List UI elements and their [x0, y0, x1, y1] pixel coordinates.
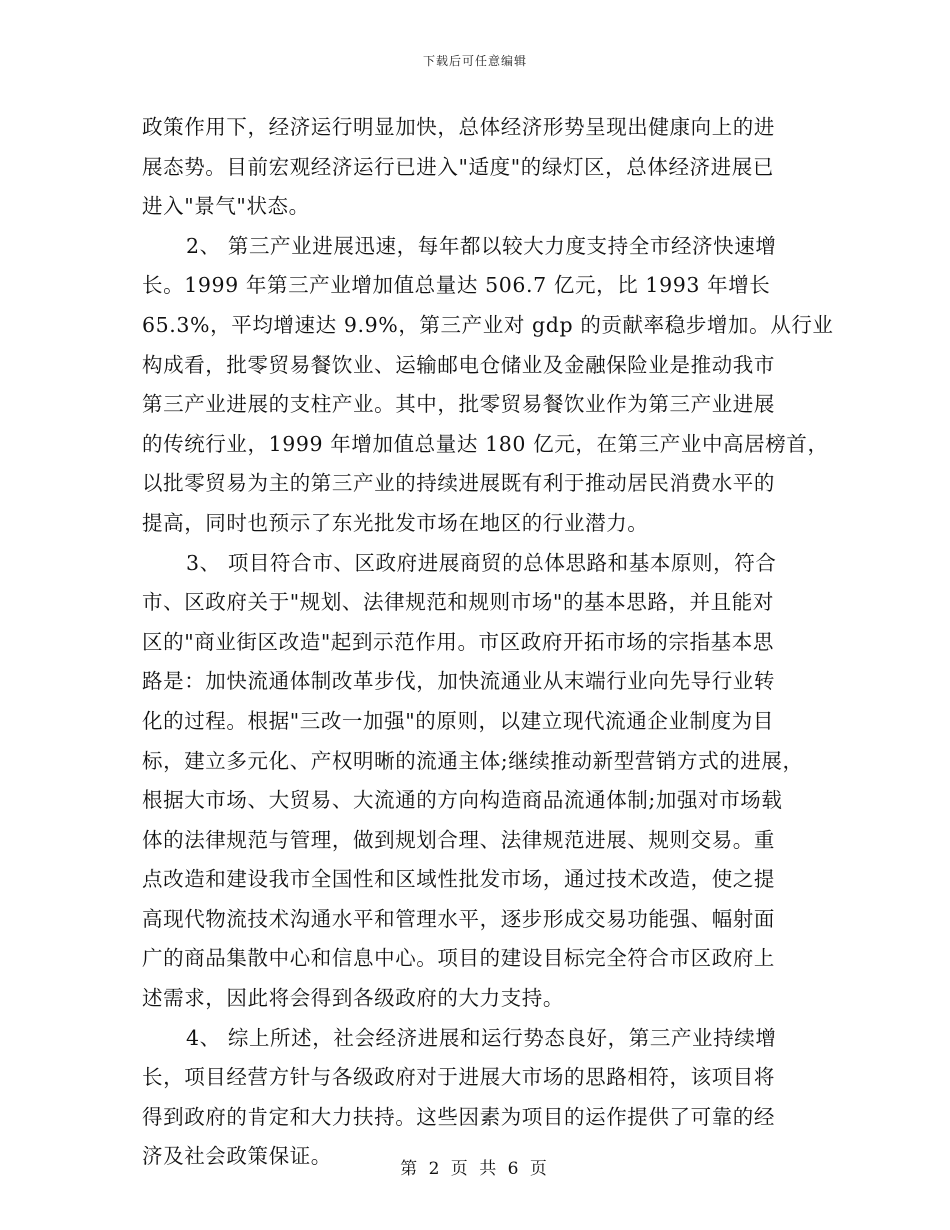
- text-line: 广的商品集散中心和信息中心。项目的建设目标完全符合市区政府上: [142, 946, 775, 971]
- paragraph-4-start: 4、 综上所述，社会经济进展和运行势态良好，第三产业持续增: [186, 1025, 777, 1050]
- text-line: 以批零贸易为主的第三产业的持续进展既有利于推动居民消费水平的: [142, 471, 775, 496]
- text-line: 的传统行业，1999 年增加值总量达 180 亿元，在第三产业中高居榜首，: [142, 431, 829, 456]
- text-line: 区的"商业街区改造"起到示范作用。市区政府开拓市场的宗指基本思: [142, 629, 774, 654]
- text-line: 点改造和建设我市全国性和区域性批发市场，通过技术改造，使之提: [142, 867, 775, 892]
- text-line: 高现代物流技术沟通水平和管理水平，逐步形成交易功能强、幅射面: [142, 906, 775, 931]
- page-header: 下载后可任意编辑: [422, 54, 527, 68]
- paragraph-3-start: 3、 项目符合市、区政府进展商贸的总体思路和基本原则，符合: [186, 550, 777, 575]
- body-text: [142, 108, 834, 1177]
- text-line: 展态势。目前宏观经济运行已进入"适度"的绿灯区，总体经济进展已: [142, 154, 774, 179]
- text-line: 构成看，批零贸易餐饮业、运输邮电仓储业及金融保险业是推动我市: [142, 352, 775, 377]
- text-line: 化的过程。根据"三改一加强"的原则，以建立现代流通企业制度为目: [142, 708, 774, 733]
- text-line: 市、区政府关于"规划、法律规范和规则市场"的基本思路，并且能对: [142, 590, 774, 615]
- page-number: 第 2 页 共 6 页: [400, 1159, 550, 1179]
- text-line: 进入"景气"状态。: [142, 194, 310, 219]
- text-line: 标，建立多元化、产权明晰的流通主体;继续推动新型营销方式的进展，: [142, 748, 804, 773]
- text-line: 体的法律规范与管理，做到规划合理、法律规范进展、规则交易。重: [142, 827, 775, 852]
- paragraph-2-start: 2、 第三产业进展迅速，每年都以较大力度支持全市经济快速增: [186, 233, 777, 258]
- text-line: 政策作用下，经济运行明显加快，总体经济形势呈现出健康向上的进: [142, 115, 775, 139]
- text-line: 济及社会政策保证。: [142, 1144, 332, 1169]
- text-line: 得到政府的肯定和大力扶持。这些因素为项目的运作提供了可靠的经: [142, 1104, 775, 1129]
- text-line: 长。1999 年第三产业增加值总量达 506.7 亿元，比 1993 年增长: [142, 273, 771, 298]
- text-line: 路是：加快流通体制改革步伐，加快流通业从末端行业向先导行业转: [142, 669, 775, 694]
- text-line: 65.3%，平均增速达 9.9%，第三产业对 gdp 的贡献率稳步增加。从行业: [142, 312, 834, 337]
- text-line: 长，项目经营方针与各级政府对于进展大市场的思路相符，该项目将: [142, 1065, 775, 1090]
- text-line: 提高，同时也预示了东光批发市场在地区的行业潜力。: [142, 510, 649, 535]
- text-line: 第三产业进展的支柱产业。其中，批零贸易餐饮业作为第三产业进展: [142, 392, 775, 417]
- text-line: 述需求，因此将会得到各级政府的大力支持。: [142, 986, 564, 1011]
- text-line: 根据大市场、大贸易、大流通的方向构造商品流通体制;加强对市场载: [142, 788, 783, 813]
